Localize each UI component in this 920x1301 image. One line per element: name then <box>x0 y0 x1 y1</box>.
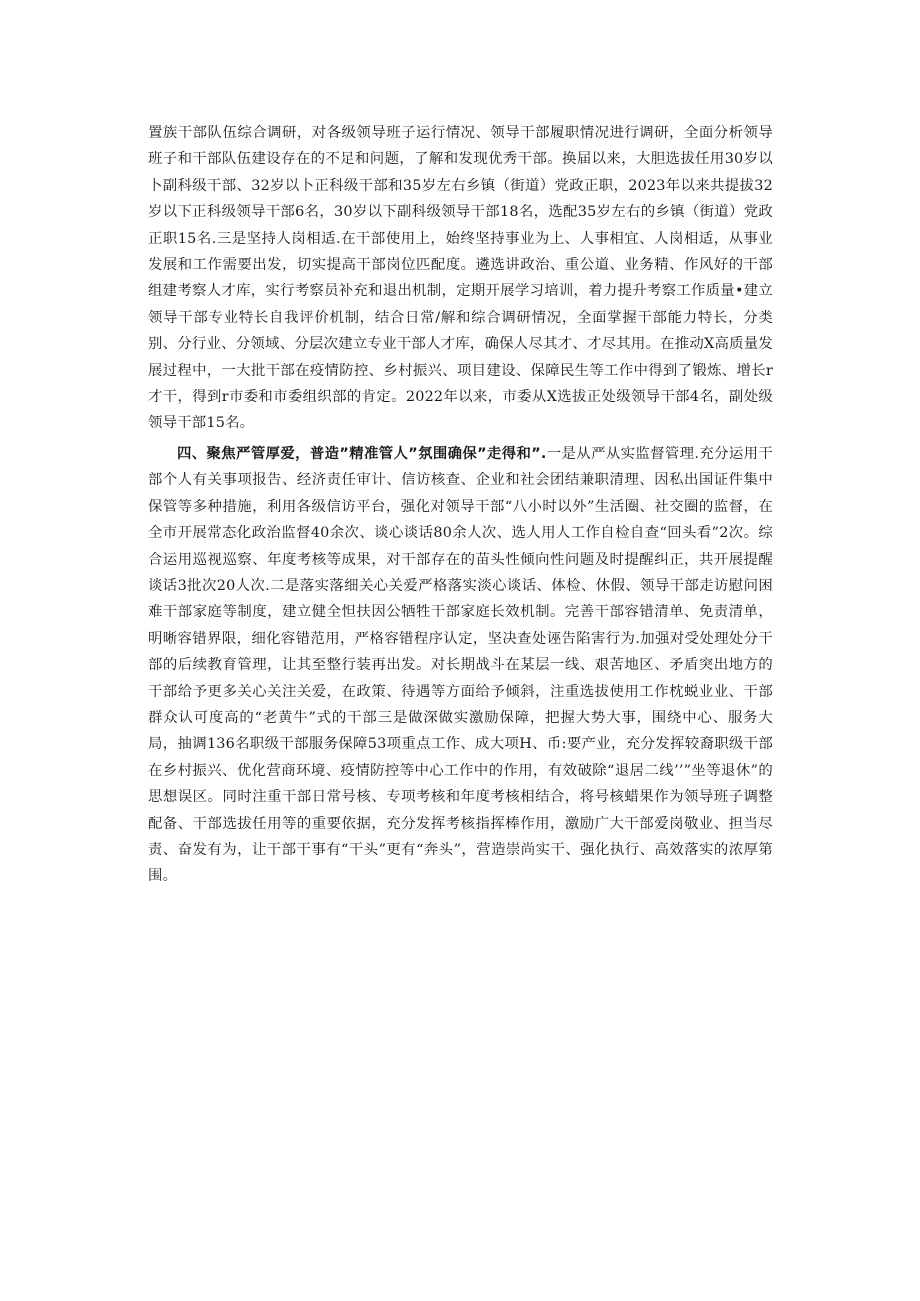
paragraph-continuation <box>148 120 773 437</box>
paragraph-text: 置族干部队伍综合调研，对各级领导班子运行情况、领导干部履职情况进行调研，全面分析领导班子和干部队伍建设存在的不足和问题，了解和发现优秀干部。换届以来，大胆选拔任用30岁以卜副科级干部、32岁以卜正科级干部和35岁左右乡镇（街道）党政正职，2023年以来共提拔32岁以下正科级领导干部6名，30岁以下副科级领导干部18名，选配35岁左右的乡镇（街道）党政正职15名.三是坚持人岗相适.在干部使用上，始终坚持事业为上、人事相宜、人岗相适，从事业发展和工作需要出发，切实提高干部岗位匹配度。遴选讲政治、重公道、业务精、作风好的干部组建考察人才库，实行考察员补充和退出机制，定期开展学习培训，着力提升考察工作质量•建立领导干部专业特长自我评价机制，结合日常/解和综合调研情况，全面掌握干部能力特长，分类别、分行业、分领域、分层次建立专业干部人才库，确保人尽其才、才尽其用。在推动X高质量发展过程中，一大批干部在疫情防控、乡村振兴、项目建设、保障民生等工作中得到了锻炼、增长r才干，得到r市委和市委组织部的肯定。2022年以来，市委从X选拔正处级领导干部4名，副处级领导干部15名。 <box>148 125 773 432</box>
paragraph-section-four <box>148 441 773 890</box>
document-body <box>148 120 773 890</box>
section-heading: 四、聚焦严管厚爱，普造”精准管人”氛围确保”走得和”. <box>177 445 547 462</box>
paragraph-text: 一是从严从实监督管理.充分运用干部个人有关事项报告、经济责任审计、信访核查、企业和社会团结兼职清理、因私出国证件集中保管等多种措施，利用各级信访平台，强化对领导干部“八小时以外”生活圈、社交圈的监督，在全市开展常态化政治监督40余次、谈心谈话80余人次、选人用人工作自检自查“回头看”2次。综合运用巡视巡察、年度考核等成果，对干部存在的苗头性倾向性问题及时提醒纠正，共开展提醒谈话3批次20人次.二是落实落细关心关爱严格落实淡心谈话、体检、休假、领导干部走访慰问困难干部家庭等制度，建立健全怛扶因公牺牲干部家庭长效机制。完善干部容错清单、免责清单，明晰容错界限，细化容错范用，严格容错程序认定，坚决查处诬告陷害行为.加强对受处理处分干部的后续教育管理，让其至整行装再出发。对长期战斗在某层一线、艰苦地区、矛盾突出地方的干部给予更多关心关注关爱，在政策、待遇等方面给予倾斜，注重选拔使用工作枕蜕业业、干部群众认可度高的“老黄牛”式的干部三是做深做实激励保障，把握大势大事，围绕中心、服务大局，抽调136名职级干部服务保障53项重点工作、成大项H、币:要产业，充分发挥较裔职级干部在乡村振兴、优化营商环境、疫情防控等中心工作中的作用，有效破除“退居二线’’”坐等退休”的思想误区。同时注重干部日常号核、专项考核和年度考核相结合，将号核蜡果作为领导班子调整配备、干部选拔任用等的重要依据，充分发挥考核指挥棒作用，激励广大干部爱岗敬业、担当尽责、奋发有为，让干部干事有“干头”更有“奔头”，营造崇尚实干、强化执行、高效落实的浓厚第围。 <box>148 445 774 885</box>
